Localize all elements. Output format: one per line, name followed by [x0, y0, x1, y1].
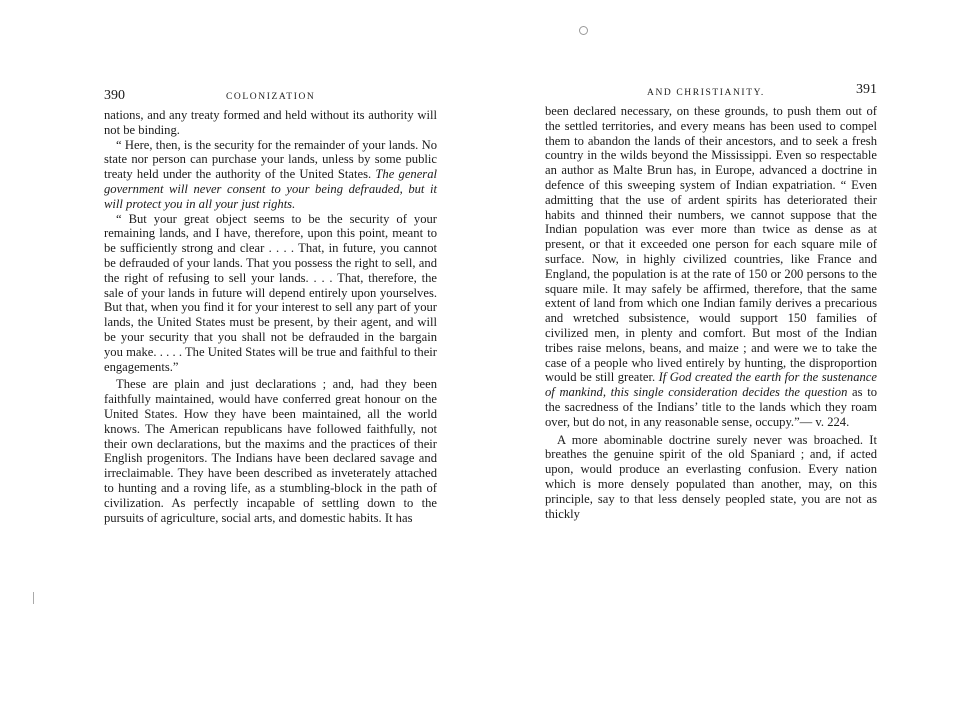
right-paragraph-1-text: been declared necessary, on these grounds, to push them out of the settled territories, and every means has been used to compel them to abandon the lands of their ancestors, and to seek a fresh country in the wilds beyond the Mississippi. Even so respectable an author as Malte Brun has, in Europe, advanced a doctrine in defence of this sweeping system of Indian expatriation. “ Even admitting that the use of ardent spirits has deteriorated their habits and thinned their numbers, we cannot suppose that the Indian population was ever more than twice as dense as at present, or that it exceeded one person for each square mile of surface. Now, in highly civilized countries, like France and England, the population is at the rate of 150 or 200 persons to the square mile. It may safely be affirmed, therefore, that the same extent of land from which one Indian family derives a precarious and wretched subsistence, would support 150 families of civilized men, in plenty and comfort. But most of the Indian tribes raise melons, beans, and maize ; and were we to take the case of a people who lived entirely by hunting, the disproportion would be still greater.: [545, 104, 877, 385]
left-page-body: [104, 108, 437, 525]
right-running-head: AND CHRISTIANITY.: [647, 88, 765, 98]
left-running-head: COLONIZATION: [226, 92, 316, 102]
right-page: [545, 84, 877, 521]
page-speck: [579, 26, 588, 35]
left-paragraph-1: nations, and any treaty formed and held without its authority will not be binding.: [104, 108, 437, 137]
left-page: [104, 88, 437, 525]
left-paragraph-3: “ But your great object seems to be the security of your remaining lands, and I have, therefore, upon this point, meant to be sufficiently strong and clear . . . . That, in future, you cannot be defrauded of your lands. That you possess the right to sell, and the right of refusing to sell your lands. . . . That, therefore, the sale of your lands in future will depend entirely upon yourselves. But that, when you find it for your interest to sell any part of your lands, the United States must be present, by their agent, and will be your security that you shall not be defrauded in the bargain you make. . . . . The United States will be true and faithful to their engagements.”: [104, 211, 437, 374]
right-paragraph-1: [545, 104, 877, 430]
left-paragraph-2: [104, 138, 437, 212]
left-page-header: [104, 88, 437, 108]
left-paragraph-4: These are plain and just declarations ; and, had they been faithfully maintained, would have conferred great honour on the United States. How they have been maintained, all the world knows. The American republicans have followed faithfully, not their own declarations, but the maxims and the practices of their English progenitors. The Indians have been declared savage and irreclaimable. They have been described as inveterately attached to hunting and a roving life, as a stumbling-block in the path of civilization. As perfectly incapable of settling down to the pursuits of agriculture, social arts, and domestic habits. It has: [104, 377, 437, 525]
right-page-header: [545, 84, 877, 104]
right-paragraph-1-end: as to the sacredness of the Indians’ title to the lands which they roam over, but do not, in any reasonable sense, occupy.”— v. 224.: [545, 385, 878, 429]
right-page-number: 391: [856, 82, 877, 97]
left-paragraph-2-italic: The general government will never consent to your being defrauded, but it will protect you in all your just rights.: [104, 167, 437, 211]
right-paragraph-2: A more abominable doctrine surely never was broached. It breathes the genuine spirit of the old Spaniard ; and, if acted upon, would produce an everlasting confusion. Every nation which is more densely populated than another, may, on this principle, say to that less densely peopled state, you are not as thickly: [545, 432, 877, 521]
left-page-number: 390: [104, 88, 125, 103]
margin-mark: [33, 592, 34, 604]
right-paragraph-1-italic: If God created the earth for the sustenance of mankind, this single consideration decides the question: [545, 370, 877, 400]
left-paragraph-2-text: “ Here, then, is the security for the remainder of your lands. No state nor person can purchase your lands, unless by some public treaty held under the authority of the United States.: [104, 137, 437, 182]
right-page-body: [545, 104, 877, 521]
